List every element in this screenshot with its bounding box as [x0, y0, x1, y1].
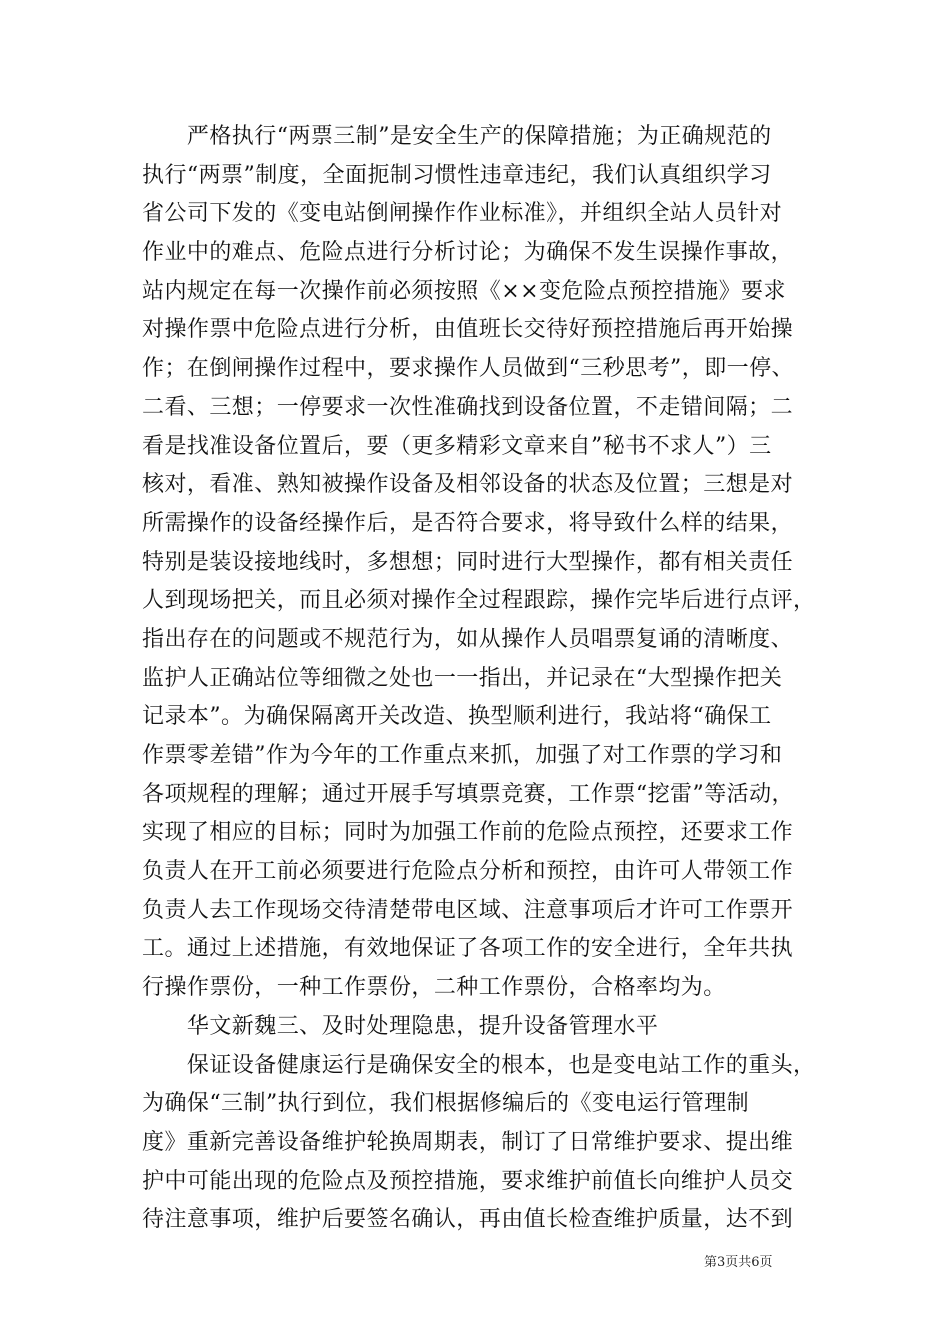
text-line: 各项规程的理解；通过开展手写填票竞赛，工作票“挖雷”等活动，	[142, 781, 794, 807]
text-line: 省公司下发的《变电站倒闸操作作业标准》，并组织全站人员针对	[142, 201, 783, 227]
text-line: 站内规定在每一次操作前必须按照《××变危险点预控措施》要求	[142, 278, 786, 304]
page-number: 第3页共6页	[704, 1255, 773, 1270]
text-line: 保证设备健康运行是确保安全的根本，也是变电站工作的重头，	[142, 1052, 816, 1078]
text-line: 执行“两票”制度，全面扼制习惯性违章违纪，我们认真组织学习	[142, 162, 772, 188]
text-line: 待注意事项，维护后要签名确认，再由值长检查维护质量，达不到	[142, 1207, 794, 1233]
text-line: 核对，看准、熟知被操作设备及相邻设备的状态及位置；三想是对	[142, 472, 794, 498]
text-line: 监护人正确站位等细微之处也一一指出，并记录在“大型操作把关	[142, 665, 783, 691]
text-line: 严格执行“两票三制”是安全生产的保障措施；为正确规范的	[142, 124, 772, 149]
text-line: 作票零差错”作为今年的工作重点来抓，加强了对工作票的学习和	[142, 743, 783, 768]
text-line: 负责人在开工前必须要进行危险点分析和预控，由许可人带领工作	[142, 859, 794, 885]
text-line: 实现了相应的目标；同时为加强工作前的危险点预控，还要求工作	[142, 820, 794, 846]
text-line: 行操作票份，一种工作票份，二种工作票份，合格率均为。	[142, 975, 726, 1001]
text-line: 护中可能出现的危险点及预控措施，要求维护前值长向维护人员交	[142, 1168, 794, 1194]
body-text	[142, 118, 814, 1240]
text-line: 为确保“三制”执行到位，我们根据修编后的《变电运行管理制	[142, 1091, 750, 1117]
text-line: 指出存在的问题或不规范行为，如从操作人员唱票复诵的清晰度、	[142, 626, 794, 652]
text-line: 看是找准设备位置后，要（更多精彩文章来自”秘书不求人”）三	[142, 433, 772, 459]
text-line: 二看、三想；一停要求一次性准确找到设备位置，不走错间隔；二	[142, 394, 794, 420]
section-heading: 华文新魏三、及时处理隐患，提升设备管理水平	[142, 1013, 659, 1039]
text-line: 负责人去工作现场交待清楚带电区域、注意事项后才许可工作票开	[142, 897, 794, 923]
text-line: 度》重新完善设备维护轮换周期表，制订了日常维护要求、提出维	[142, 1129, 794, 1155]
text-line: 记录本”。为确保隔离开关改造、换型顺利进行，我站将“确保工	[142, 704, 772, 730]
text-line: 特别是装设接地线时，多想想；同时进行大型操作，都有相关责任	[142, 549, 794, 575]
text-line: 人到现场把关，而且必须对操作全过程跟踪，操作完毕后进行点评，	[142, 588, 816, 614]
text-line: 所需操作的设备经操作后，是否符合要求，将导致什么样的结果，	[142, 510, 794, 536]
text-line: 对操作票中危险点进行分析，由值班长交待好预控措施后再开始操	[142, 317, 794, 343]
text-line: 作；在倒闸操作过程中，要求操作人员做到“三秒思考”，即一停、	[142, 356, 794, 382]
text-line: 作业中的难点、危险点进行分析讨论；为确保不发生误操作事故，	[142, 240, 794, 266]
text-line: 工。通过上述措施，有效地保证了各项工作的安全进行，全年共执	[142, 936, 794, 962]
